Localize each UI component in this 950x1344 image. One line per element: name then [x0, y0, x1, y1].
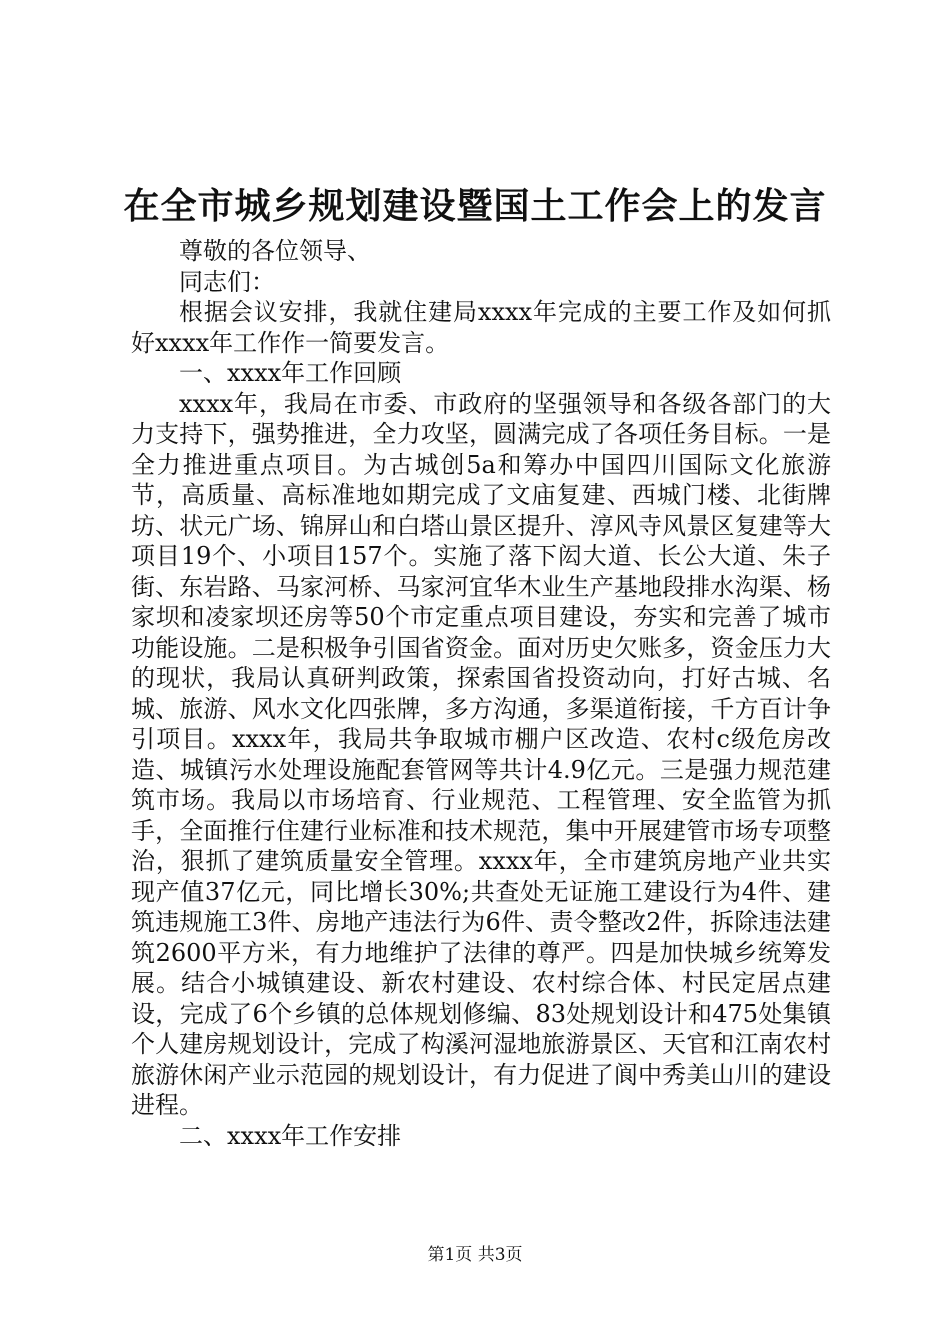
- section-heading-plan: 二、xxxx年工作安排: [179, 1121, 402, 1150]
- salutation-line-1: 尊敬的各位领导、: [179, 237, 371, 265]
- document-title: 在全市城乡规划建设暨国土工作会上的发言: [123, 185, 827, 227]
- section-heading-review: 一、xxxx年工作回顾: [179, 359, 402, 387]
- page-number-footer: 第1页 共3页: [427, 1245, 523, 1265]
- intro-paragraph: 根据会议安排，我就住建局xxxx年完成的主要工作及如何抓好xxxx年工作作一简要发言。: [131, 298, 831, 357]
- salutation-line-2: 同志们：: [179, 267, 275, 296]
- review-paragraph: xxxx年，我局在市委、市政府的坚强领导和各级各部门的大力支持下，强势推进，全力攻坚，圆满完成了各项任务目标。一是全力推进重点项目。为古城创5a和筹办中国四川国际文化旅游节，高质量、高标准地如期完成了文庙复建、西城门楼、北街牌坊、状元广场、锦屏山和白塔山景区提升、淳风寺风景区复建等大项目19个、小项目157个。实施了落下闳大道、长公大道、朱子街、东岩路、马家河桥、马家河宜华木业生产基地段排水沟渠、杨家坝和凌家坝还房等50个市定重点项目建设，夯实和完善了城市功能设施。二是积极争引国省资金。面对历史欠账多，资金压力大的现状，我局认真研判政策，探索国省投资动向，打好古城、名城、旅游、风水文化四张牌，多方沟通，多渠道衔接，千方百计争引项目。xxxx年，我局共争取城市棚户区改造、农村c级危房改造、城镇污水处理设施配套管网等共计4.9亿元。三是强力规范建筑市场。我局以市场培育、行业规范、工程管理、安全监管为抓手，全面推行住建行业标准和技术规范，集中开展建管市场专项整治，狠抓了建筑质量安全管理。xxxx年，全市建筑房地产业共实现产值37亿元，同比增长30%;共查处无证施工建设行为4件、建筑违规施工3件、房地产违法行为6件、责令整改2件，拆除违法建筑2600平方米，有力地维护了法律的尊严。四是加快城乡统筹发展。结合小城镇建设、新农村建设、农村综合体、村民定居点建设，完成了6个乡镇的总体规划修编、83处规划设计和475处集镇个人建房规划设计，完成了构溪河湿地旅游景区、天官和江南农村旅游休闲产业示范园的规划设计，有力促进了阆中秀美山川的建设进程。: [131, 389, 831, 1119]
- document-body: [131, 236, 831, 1151]
